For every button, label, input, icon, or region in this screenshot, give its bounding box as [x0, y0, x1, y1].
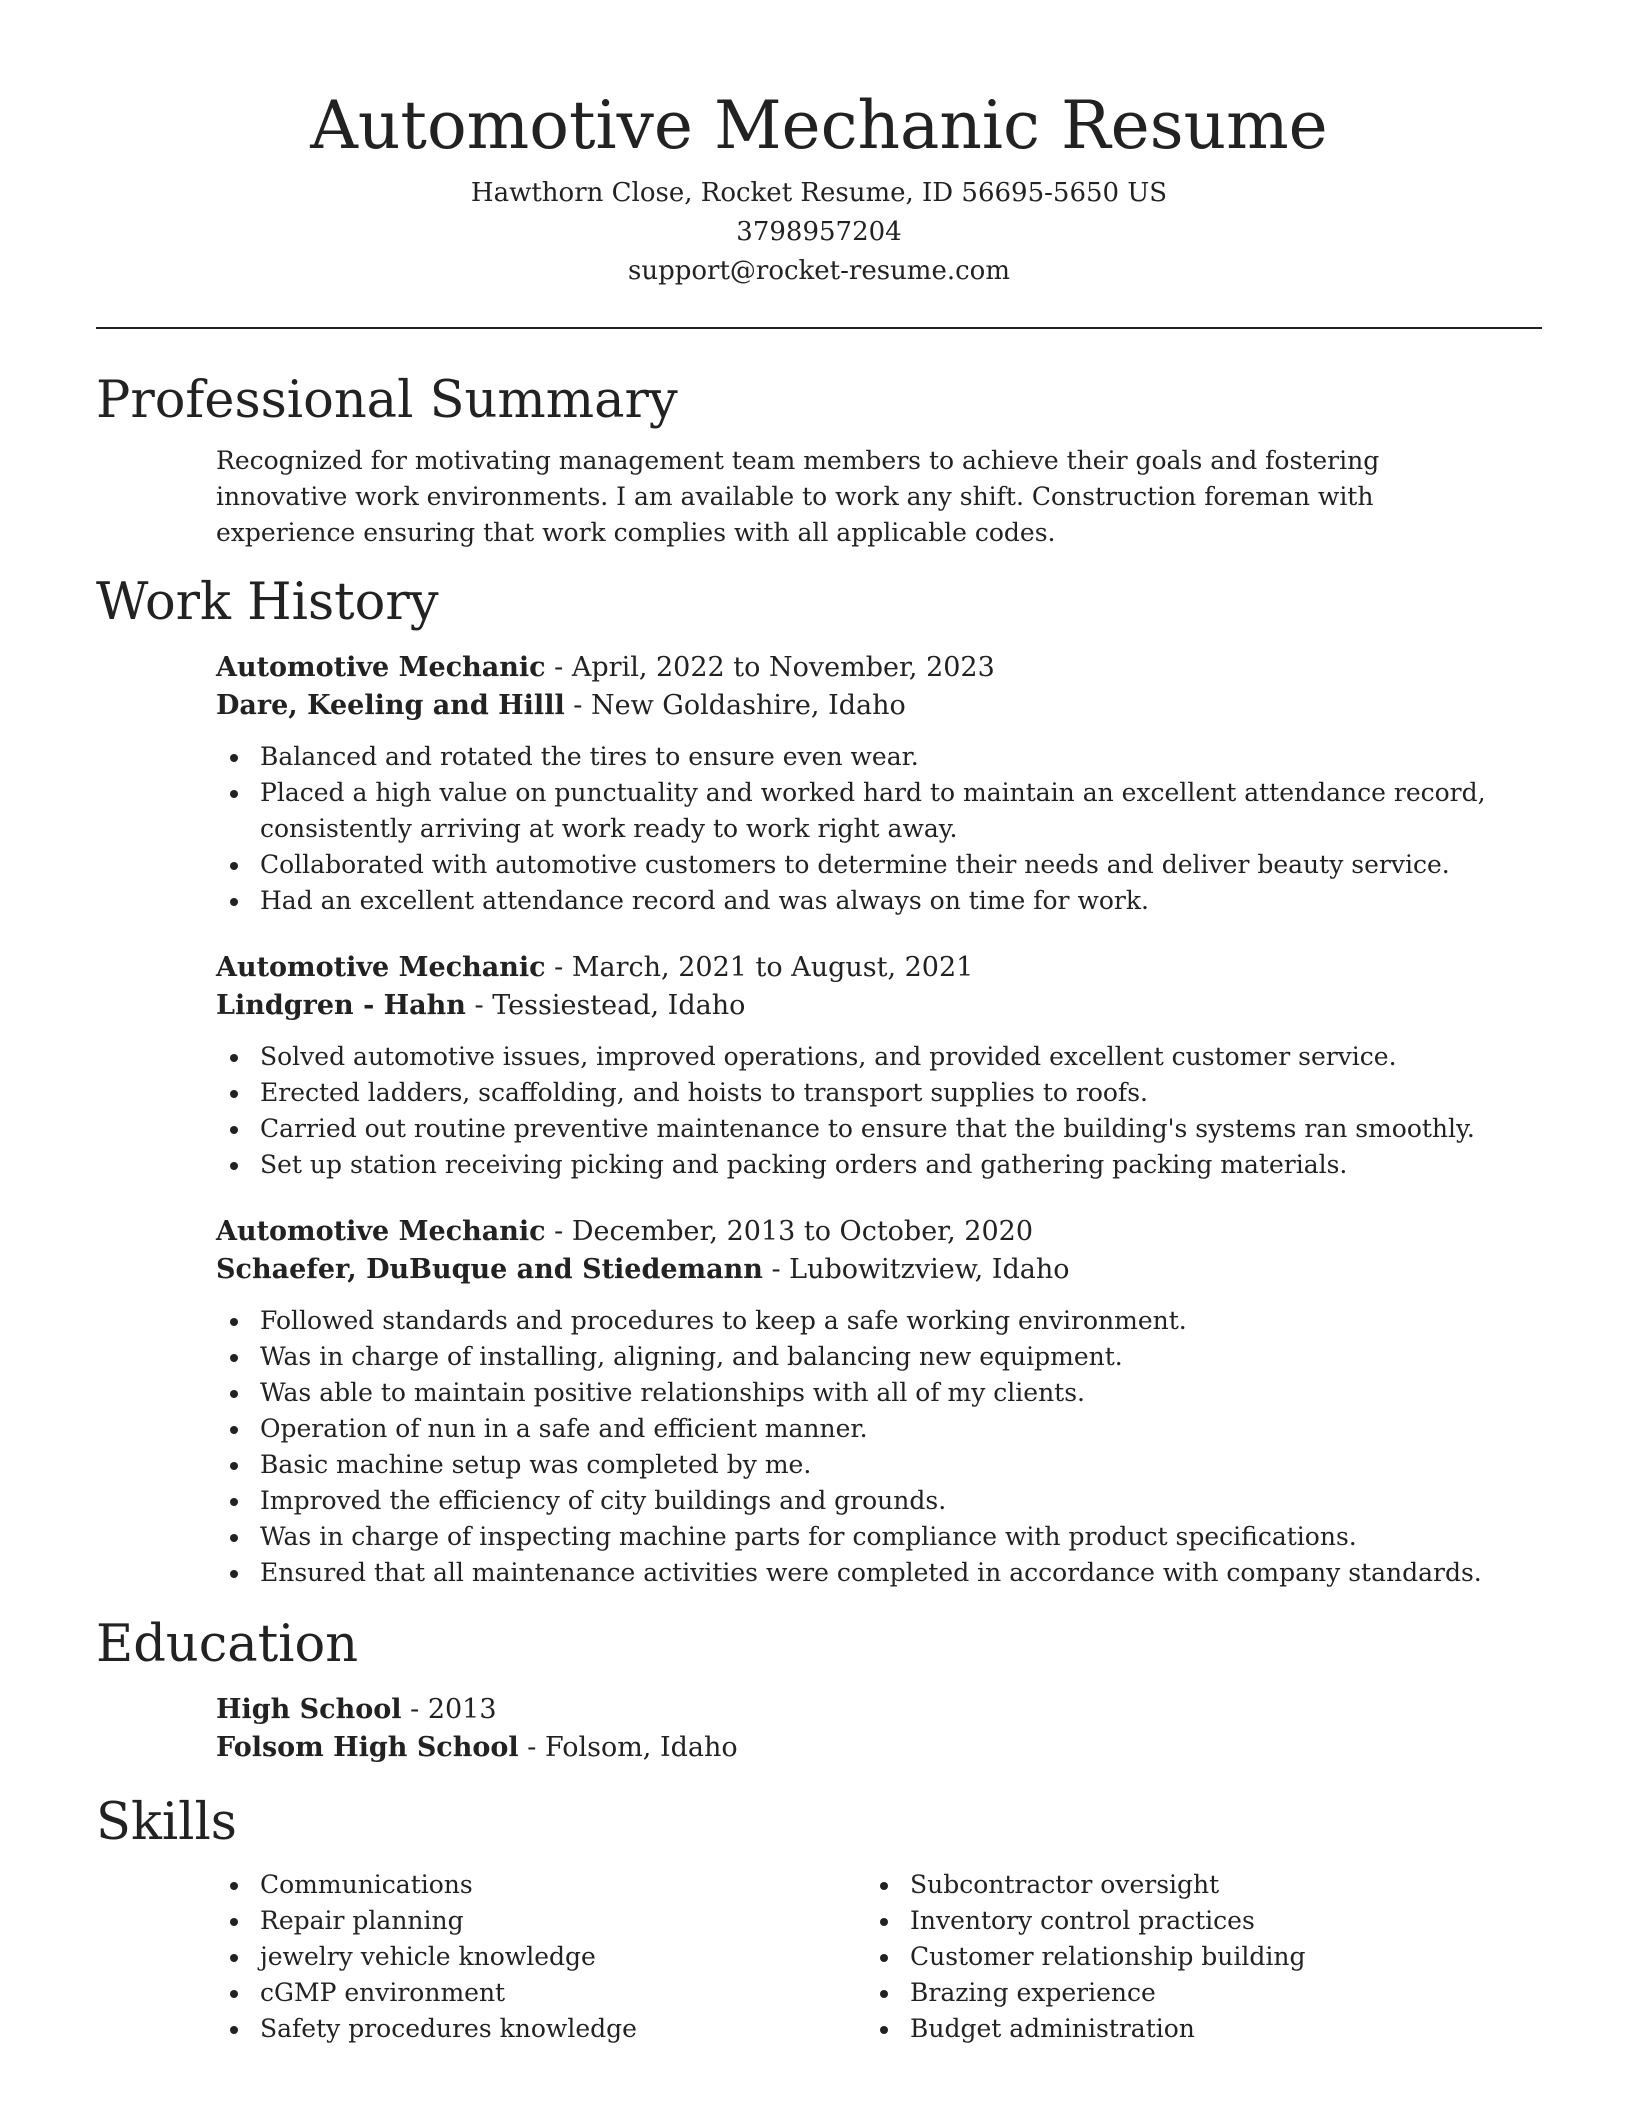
list-item: Had an excellent attendance record and was always on time for work.	[216, 883, 1516, 919]
job-location: - Tessiestead, Idaho	[465, 990, 746, 1021]
list-item: Ensured that all maintenance activities were completed in accordance with company standards.	[216, 1555, 1516, 1591]
job-bullets	[216, 1039, 1516, 1183]
list-item: Solved automotive issues, improved operations, and provided excellent customer service.	[216, 1039, 1516, 1075]
job-bullets	[216, 1303, 1516, 1591]
resume-title: Automotive Mechanic Resume	[310, 87, 1328, 164]
list-item: Balanced and rotated the tires to ensure even wear.	[216, 739, 1516, 775]
job-entry	[216, 1213, 1542, 1289]
education-location: - Folsom, Idaho	[518, 1732, 738, 1763]
job-company: Lindgren - Hahn	[216, 990, 466, 1021]
job-title-line	[216, 949, 1542, 987]
list-item: Basic machine setup was completed by me.	[216, 1447, 1516, 1483]
job-location: - New Goldashire, Idaho	[564, 690, 906, 721]
job-title-line	[216, 1213, 1542, 1251]
skill-item: Repair planning	[216, 1903, 866, 1939]
job-company-line	[216, 987, 1542, 1025]
list-item: Followed standards and procedures to keep a safe working environment.	[216, 1303, 1516, 1339]
list-item: Placed a high value on punctuality and worked hard to maintain an excellent attendance record, consistently arriving at work ready to work right away.	[216, 775, 1516, 847]
skills-heading: Skills	[96, 1793, 237, 1852]
list-item: Set up station receiving picking and packing orders and gathering packing materials.	[216, 1147, 1516, 1183]
education-entry	[216, 1691, 1542, 1767]
job-company-line	[216, 687, 1542, 725]
skill-item: Budget administration	[866, 2011, 1516, 2047]
skill-item: Brazing experience	[866, 1975, 1516, 2011]
skill-item: Safety procedures knowledge	[216, 2011, 866, 2047]
list-item: Was able to maintain positive relationships with all of my clients.	[216, 1375, 1516, 1411]
skill-item: Customer relationship building	[866, 1939, 1516, 1975]
job-entry	[216, 649, 1542, 725]
list-item: Improved the efficiency of city buildings and grounds.	[216, 1483, 1516, 1519]
education-year: - 2013	[401, 1694, 497, 1725]
skill-item: Communications	[216, 1867, 866, 1903]
skills-columns	[216, 1867, 1542, 2047]
education-school-line	[216, 1729, 1542, 1767]
list-item: Carried out routine preventive maintenance to ensure that the building's systems ran smoothly.	[216, 1111, 1516, 1147]
education-degree: High School	[216, 1694, 402, 1725]
job-company: Schaefer, DuBuque and Stiedemann	[216, 1254, 763, 1285]
education-heading: Education	[96, 1615, 359, 1674]
list-item: Collaborated with automotive customers to determine their needs and deliver beauty service.	[216, 847, 1516, 883]
job-location: - Lubowitzview, Idaho	[762, 1254, 1070, 1285]
list-item: Erected ladders, scaffolding, and hoists to transport supplies to roofs.	[216, 1075, 1516, 1111]
job-title: Automotive Mechanic	[216, 952, 546, 983]
job-title: Automotive Mechanic	[216, 652, 546, 683]
skill-item: Inventory control practices	[866, 1903, 1516, 1939]
skill-item: Subcontractor oversight	[866, 1867, 1516, 1903]
job-dates: - December, 2013 to October, 2020	[545, 1216, 1034, 1247]
job-company-line	[216, 1251, 1542, 1289]
education-degree-line	[216, 1691, 1542, 1729]
job-title-line	[216, 649, 1542, 687]
summary-heading: Professional Summary	[96, 371, 678, 430]
header-divider	[96, 327, 1542, 329]
job-entry	[216, 949, 1542, 1025]
job-dates: - April, 2022 to November, 2023	[545, 652, 995, 683]
job-bullets	[216, 739, 1516, 919]
summary-text: Recognized for motivating management team members to achieve their goals and fostering innovative work environments. I am available to work any shift. Construction foreman with experience ensuring that work complies with all applicable codes.	[216, 446, 1380, 547]
skill-item: cGMP environment	[216, 1975, 866, 2011]
list-item: Was in charge of installing, aligning, and balancing new equipment.	[216, 1339, 1516, 1375]
contact-email: support@rocket-resume.com	[627, 256, 1010, 286]
list-item: Operation of nun in a safe and efficient manner.	[216, 1411, 1516, 1447]
job-company: Dare, Keeling and Hilll	[216, 690, 565, 721]
work-history-heading: Work History	[96, 573, 439, 632]
resume-page	[96, 0, 1542, 2047]
skill-item: jewelry vehicle knowledge	[216, 1939, 866, 1975]
list-item: Was in charge of inspecting machine parts for compliance with product specifications.	[216, 1519, 1516, 1555]
skills-list-right	[866, 1867, 1516, 2047]
job-dates: - March, 2021 to August, 2021	[545, 952, 974, 983]
education-school: Folsom High School	[216, 1732, 519, 1763]
contact-block	[96, 174, 1542, 291]
skills-list-left	[216, 1867, 866, 2047]
job-title: Automotive Mechanic	[216, 1216, 546, 1247]
contact-address: Hawthorn Close, Rocket Resume, ID 56695-5650 US	[470, 178, 1168, 208]
contact-phone: 3798957204	[736, 217, 902, 247]
